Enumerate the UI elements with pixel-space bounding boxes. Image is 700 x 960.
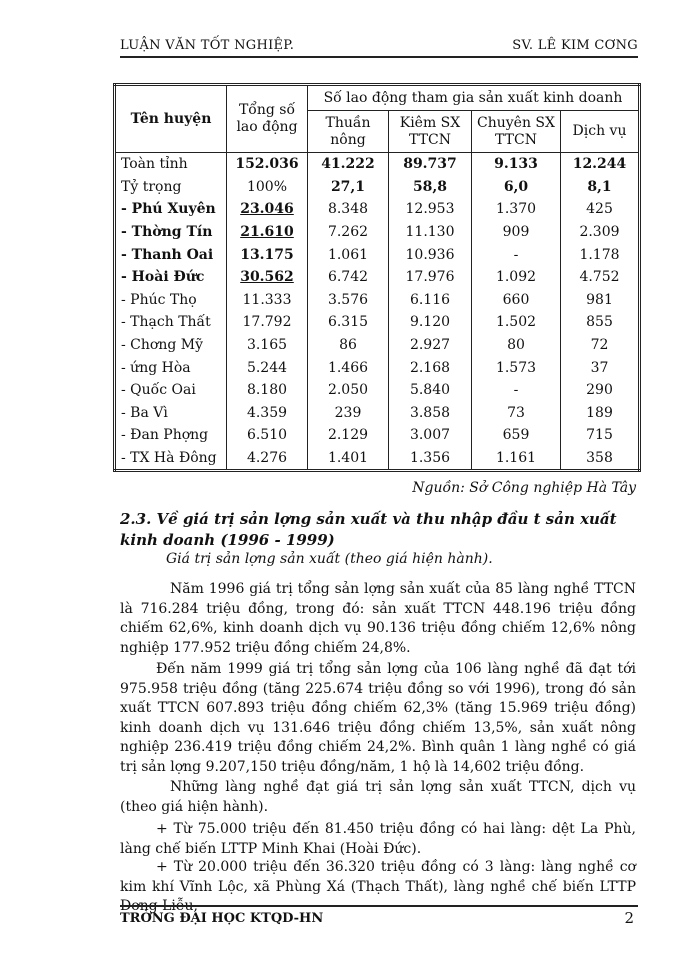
total-labor-cell: 11.333 [227,289,308,312]
district-name: Tỷ trọng [115,176,227,199]
labor-value-cell: 27,1 [308,176,389,199]
table-row [115,311,640,334]
table-row [115,379,640,402]
header-thesis-title: LUẬN VĂN TỐT NGHIỆP. [120,38,295,53]
paragraph-1999: Đến năm 1999 giá trị tổng sản lợng của 106 làng nghề đã đạt tới 975.958 triệu đồng (tăng 225.674 triệu đồng so với 1996), trong đó sản xuất TTCN 607.893 triệu đồng chiếm 62,3% (tăng 15.969 triệu đồng) kinh doanh dịch vụ 131.646 triệu đồng chiếm 13,5%, sản xuất nông nghiệp 236.419 triệu đồng chiếm 24,2%. Bình quân 1 làng nghề có giá trị sản lợng 9.207,150 triệu đồng/năm, 1 hộ là 14,602 triệu đồng. [120,661,636,775]
labor-value-cell: 909 [472,221,561,244]
district-name: - Thạch Thất [115,311,227,334]
district-name: - Thanh Oai [115,243,227,266]
paragraph-1996: Năm 1996 giá trị tổng sản lợng sản xuất của 85 làng nghề TTCN là 716.284 triệu đồng, trong đó: sản xuất TTCN 448.196 triệu đồng chiếm 62,6%, kinh doanh dịch vụ 90.136 triệu đồng chiếm 12,6% nông nghiệp 177.952 triệu đồng chiếm 24,8%. [120,581,636,656]
labor-value-cell: 8,1 [561,176,640,199]
labor-value-cell: 3.858 [389,402,472,425]
table-row [115,153,640,176]
total-labor-cell: 4.276 [227,447,308,471]
labor-value-cell: 58,8 [389,176,472,199]
labor-value-cell: 7.262 [308,221,389,244]
labor-value-cell: 660 [472,289,561,312]
labor-value-cell: 73 [472,402,561,425]
labor-value-cell: 12.244 [561,153,640,176]
labor-value-cell: 715 [561,424,640,447]
col-header-group: Số lao động tham gia sản xuất kinh doanh [308,85,640,111]
labor-value-cell: 9.133 [472,153,561,176]
table-row [115,334,640,357]
labor-value-cell: 1.466 [308,356,389,379]
total-labor-cell: 6.510 [227,424,308,447]
table-body [115,153,640,471]
table-row [115,402,640,425]
col-header-farming: Thuần nông [308,111,389,153]
labor-value-cell: 855 [561,311,640,334]
total-labor-cell: 4.359 [227,402,308,425]
total-labor-cell: 5.244 [227,356,308,379]
total-labor-cell: 8.180 [227,379,308,402]
labor-value-cell: 1.573 [472,356,561,379]
page-footer [120,905,638,927]
total-labor-cell: 100% [227,176,308,199]
total-labor-cell: 21.610 [227,221,308,244]
table-row [115,243,640,266]
col-header-district: Tên huyện [115,85,227,153]
labor-value-cell: 12.953 [389,198,472,221]
district-name: - Phúc Thọ [115,289,227,312]
col-header-part-time-craft: Kiêm SX TTCN [389,111,472,153]
district-name: - Chơng Mỹ [115,334,227,357]
total-labor-cell: 3.165 [227,334,308,357]
table-row [115,424,640,447]
labor-value-cell: 5.840 [389,379,472,402]
labor-value-cell: 6.315 [308,311,389,334]
section-title: 2.3. Về giá trị sản lợng sản xuất và thu nhập đầu t sản xuất kinh doanh (1996 - 1999) [120,510,617,549]
labor-value-cell: 1.502 [472,311,561,334]
labor-value-cell: 41.222 [308,153,389,176]
labor-value-cell: 10.936 [389,243,472,266]
district-name: - ứng Hòa [115,356,227,379]
labor-value-cell: 290 [561,379,640,402]
source-note: Nguồn: Sở Công nghiệp Hà Tây [412,480,636,496]
col-header-total: Tổng số lao động [227,85,308,153]
page-header [120,38,638,58]
labor-value-cell: 80 [472,334,561,357]
footer-university: TRỜNG ĐẠI HỌC KTQD-HN [120,911,324,926]
labor-value-cell: 6,0 [472,176,561,199]
col-header-services: Dịch vụ [561,111,640,153]
district-name: - Ba Vì [115,402,227,425]
labor-value-cell: 6.116 [389,289,472,312]
labor-value-cell: 425 [561,198,640,221]
labor-value-cell: 659 [472,424,561,447]
labor-value-cell: 1.092 [472,266,561,289]
table-row [115,176,640,199]
district-name: - Quốc Oai [115,379,227,402]
paragraph-villages: Những làng nghề đạt giá trị sản lợng sản xuất TTCN, dịch vụ (theo giá hiện hành). [120,779,636,815]
labor-value-cell: 358 [561,447,640,471]
page-number: 2 [624,909,634,927]
labor-value-cell: 2.309 [561,221,640,244]
labor-value-cell: 1.356 [389,447,472,471]
total-labor-cell: 152.036 [227,153,308,176]
labor-value-cell: - [472,379,561,402]
district-name: Toàn tỉnh [115,153,227,176]
table-row [115,266,640,289]
labor-value-cell: 981 [561,289,640,312]
labor-value-cell: 86 [308,334,389,357]
labor-value-cell: 4.752 [561,266,640,289]
labor-value-cell: 1.161 [472,447,561,471]
labor-value-cell: 189 [561,402,640,425]
labor-value-cell: 72 [561,334,640,357]
district-name: - Đan Phợng [115,424,227,447]
table-row [115,289,640,312]
table-row [115,221,640,244]
labor-value-cell: 89.737 [389,153,472,176]
subheading: Giá trị sản lợng sản xuất (theo giá hiện hành). [166,551,493,567]
labor-value-cell: 3.007 [389,424,472,447]
total-labor-cell: 17.792 [227,311,308,334]
labor-value-cell: 2.927 [389,334,472,357]
total-labor-cell: 23.046 [227,198,308,221]
labor-value-cell: 3.576 [308,289,389,312]
labor-value-cell: - [472,243,561,266]
labor-value-cell: 6.742 [308,266,389,289]
labor-value-cell: 2.129 [308,424,389,447]
labor-table [113,83,641,472]
labor-value-cell: 2.050 [308,379,389,402]
header-student-name: SV. LÊ KIM CƠNG [512,38,638,53]
labor-value-cell: 9.120 [389,311,472,334]
labor-value-cell: 2.168 [389,356,472,379]
district-name: - Hoài Đức [115,266,227,289]
table-row [115,198,640,221]
total-labor-cell: 30.562 [227,266,308,289]
labor-value-cell: 11.130 [389,221,472,244]
labor-value-cell: 1.370 [472,198,561,221]
district-name: - Phú Xuyên [115,198,227,221]
labor-value-cell: 1.401 [308,447,389,471]
paragraph-bullet-2: + Từ 20.000 triệu đến 36.320 triệu đồng có 3 làng: làng nghề cơ kim khí Vĩnh Lộc, xã Phùng Xá (Thạch Thất), làng nghề chế biến LTTP Dơng Liễu, [120,859,636,914]
labor-value-cell: 37 [561,356,640,379]
total-labor-cell: 13.175 [227,243,308,266]
labor-value-cell: 239 [308,402,389,425]
district-name: - TX Hà Đông [115,447,227,471]
paragraph-bullet-1: + Từ 75.000 triệu đến 81.450 triệu đồng có hai làng: dệt La Phù, làng chế biến LTTP Minh Khai (Hoài Đức). [120,821,636,857]
district-name: - Thờng Tín [115,221,227,244]
table-row [115,447,640,471]
labor-value-cell: 1.178 [561,243,640,266]
labor-value-cell: 17.976 [389,266,472,289]
labor-value-cell: 1.061 [308,243,389,266]
col-header-full-time-craft: Chuyên SX TTCN [472,111,561,153]
table-row [115,356,640,379]
labor-value-cell: 8.348 [308,198,389,221]
